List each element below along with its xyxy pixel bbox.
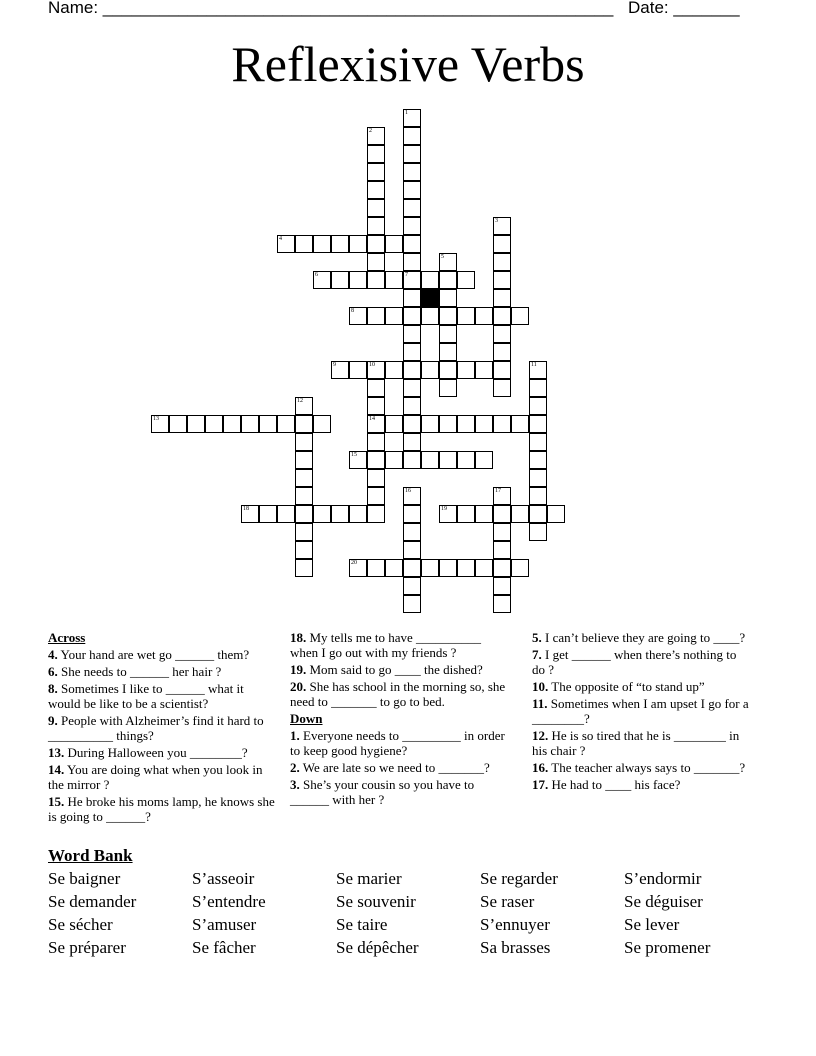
grid-cell[interactable]: [457, 361, 475, 379]
grid-cell[interactable]: [367, 253, 385, 271]
grid-cell[interactable]: [403, 415, 421, 433]
clues-column-3: [532, 630, 752, 794]
grid-cell[interactable]: [457, 559, 475, 577]
grid-cell[interactable]: [295, 487, 313, 505]
grid-cell[interactable]: [439, 451, 457, 469]
grid-cell[interactable]: [403, 289, 421, 307]
clue-text: Sometimes when I am upset I go for a ________?: [532, 696, 749, 726]
grid-cell[interactable]: [439, 361, 457, 379]
grid-cell[interactable]: [529, 361, 547, 379]
grid-cell[interactable]: [367, 469, 385, 487]
grid-cell[interactable]: [493, 523, 511, 541]
clue-number: 15: [351, 452, 357, 458]
clue-text: He broke his moms lamp, he knows she is going to ______?: [48, 794, 275, 824]
grid-cell[interactable]: [349, 361, 367, 379]
grid-cell[interactable]: [439, 415, 457, 433]
grid-cell[interactable]: [529, 451, 547, 469]
grid-cell[interactable]: [403, 487, 421, 505]
clue: [532, 760, 752, 775]
grid-cell[interactable]: [439, 559, 457, 577]
word-bank-item: Se préparer: [48, 938, 126, 957]
grid-cell[interactable]: [313, 235, 331, 253]
clue-num: 6.: [48, 664, 58, 679]
clue-text: She has school in the morning so, she need to _______ to go to bed.: [290, 679, 506, 709]
grid-cell[interactable]: [439, 505, 457, 523]
clue: [290, 662, 512, 677]
grid-cell[interactable]: [277, 415, 295, 433]
clue-number: 16: [405, 488, 411, 494]
grid-cell[interactable]: [493, 289, 511, 307]
grid-cell[interactable]: [511, 559, 529, 577]
word-bank-item: S’amuser: [192, 915, 257, 934]
grid-cell[interactable]: [385, 361, 403, 379]
clue-num: 18.: [290, 630, 307, 645]
clues-column-2: [290, 630, 512, 809]
grid-cell[interactable]: [313, 415, 331, 433]
clue-number: 10: [369, 362, 375, 368]
grid-cell[interactable]: [331, 505, 349, 523]
grid-cell[interactable]: [403, 397, 421, 415]
black-square: [421, 289, 439, 307]
word-bank-item: Se raser: [480, 892, 535, 911]
clue-num: 7.: [532, 647, 542, 662]
grid-cell[interactable]: [457, 415, 475, 433]
grid-cell[interactable]: [403, 199, 421, 217]
grid-cell[interactable]: [331, 235, 349, 253]
clue: [48, 681, 276, 711]
grid-cell[interactable]: [385, 559, 403, 577]
word-bank-item: S’endormir: [624, 869, 702, 888]
clue-number: 20: [351, 560, 357, 566]
grid-cell[interactable]: [367, 433, 385, 451]
clue: [290, 630, 512, 660]
grid-cell[interactable]: [241, 505, 259, 523]
grid-cell[interactable]: [439, 343, 457, 361]
grid-cell[interactable]: [493, 541, 511, 559]
grid-cell[interactable]: [403, 523, 421, 541]
grid-cell[interactable]: [457, 451, 475, 469]
clue-text: You are doing what when you look in the mirror ?: [48, 762, 263, 792]
grid-cell[interactable]: [403, 361, 421, 379]
grid-cell[interactable]: [331, 361, 349, 379]
grid-cell[interactable]: [493, 307, 511, 325]
grid-cell[interactable]: [511, 415, 529, 433]
clue-number: 13: [153, 416, 159, 422]
grid-cell[interactable]: [367, 235, 385, 253]
grid-cell[interactable]: [457, 505, 475, 523]
grid-cell[interactable]: [403, 181, 421, 199]
clue-num: 4.: [48, 647, 58, 662]
grid-cell[interactable]: [529, 379, 547, 397]
clue-number: 9: [333, 362, 336, 368]
grid-cell[interactable]: [403, 325, 421, 343]
word-bank-item: Se marier: [336, 869, 402, 888]
clue-number: 1: [405, 110, 408, 116]
word-bank-column: [192, 868, 336, 960]
grid-cell[interactable]: [403, 343, 421, 361]
grid-cell[interactable]: [403, 307, 421, 325]
grid-cell[interactable]: [367, 307, 385, 325]
grid-cell[interactable]: [295, 415, 313, 433]
page-title: Reflexisive Verbs: [231, 36, 585, 92]
grid-cell[interactable]: [511, 505, 529, 523]
grid-cell[interactable]: [295, 397, 313, 415]
clue-number: 12: [297, 398, 303, 404]
clue-num: 17.: [532, 777, 549, 792]
grid-cell[interactable]: [403, 109, 421, 127]
clue-text: I can’t believe they are going to ____?: [541, 630, 746, 645]
word-bank-item: S’entendre: [192, 892, 266, 911]
grid-cell[interactable]: [493, 325, 511, 343]
clue-num: 10.: [532, 679, 549, 694]
grid-cell[interactable]: [277, 505, 295, 523]
grid-cell[interactable]: [439, 379, 457, 397]
grid-cell[interactable]: [367, 181, 385, 199]
grid-cell[interactable]: [493, 253, 511, 271]
clue-num: 1.: [290, 728, 300, 743]
clue-text: During Halloween you ________?: [64, 745, 248, 760]
grid-cell[interactable]: [511, 307, 529, 325]
grid-cell[interactable]: [367, 487, 385, 505]
clue-num: 12.: [532, 728, 549, 743]
clue-text: She needs to ______ her hair ?: [57, 664, 222, 679]
clue-number: 18: [243, 506, 249, 512]
grid-cell[interactable]: [493, 505, 511, 523]
clue: [48, 647, 276, 662]
grid-cell[interactable]: [187, 415, 205, 433]
clues-column-1: [48, 630, 276, 826]
grid-cell[interactable]: [367, 559, 385, 577]
grid-cell[interactable]: [421, 361, 439, 379]
name-field[interactable]: Name: ______________________________________________________: [48, 0, 614, 17]
grid-cell[interactable]: [367, 271, 385, 289]
grid-cell[interactable]: [421, 559, 439, 577]
grid-cell[interactable]: [439, 325, 457, 343]
clue-num: 15.: [48, 794, 65, 809]
word-bank-title: Word Bank: [48, 846, 133, 865]
clue: [48, 713, 276, 743]
clue-num: 16.: [532, 760, 549, 775]
grid-cell[interactable]: [259, 505, 277, 523]
grid-cell[interactable]: [493, 415, 511, 433]
clue-number: 19: [441, 506, 447, 512]
clue-num: 3.: [290, 777, 300, 792]
grid-cell[interactable]: [385, 307, 403, 325]
clue: [290, 679, 512, 709]
date-field[interactable]: Date: _______: [628, 0, 740, 17]
clue-num: 5.: [532, 630, 542, 645]
word-bank-item: Se baigner: [48, 869, 121, 888]
grid-cell[interactable]: [529, 469, 547, 487]
grid-cell[interactable]: [547, 505, 565, 523]
grid-cell[interactable]: [493, 577, 511, 595]
clue-num: 14.: [48, 762, 65, 777]
grid-cell[interactable]: [349, 451, 367, 469]
grid-cell[interactable]: [493, 559, 511, 577]
clue-number: 14: [369, 416, 375, 422]
grid-cell[interactable]: [493, 379, 511, 397]
clue: [48, 745, 276, 760]
grid-cell[interactable]: [493, 235, 511, 253]
grid-cell[interactable]: [367, 379, 385, 397]
clue-number: 6: [315, 272, 318, 278]
grid-cell[interactable]: [295, 451, 313, 469]
word-bank-item: S’asseoir: [192, 869, 255, 888]
clue: [532, 630, 752, 645]
grid-cell[interactable]: [313, 505, 331, 523]
clue-num: 2.: [290, 760, 300, 775]
clue-num: 11.: [532, 696, 548, 711]
clue: [48, 762, 276, 792]
grid-cell[interactable]: [367, 505, 385, 523]
clue: [48, 794, 276, 824]
grid-cell[interactable]: [475, 559, 493, 577]
grid-cell[interactable]: [529, 433, 547, 451]
grid-cell[interactable]: [259, 415, 277, 433]
word-bank-item: Se déguiser: [624, 892, 703, 911]
clue-text: We are late so we need to _______?: [299, 760, 490, 775]
clue-text: He had to ____ his face?: [548, 777, 681, 792]
grid-cell[interactable]: [295, 505, 313, 523]
grid-cell[interactable]: [349, 307, 367, 325]
grid-cell[interactable]: [439, 289, 457, 307]
grid-cell[interactable]: [403, 595, 421, 613]
word-bank-item: Se lever: [624, 915, 680, 934]
clue-num: 13.: [48, 745, 65, 760]
grid-cell[interactable]: [403, 505, 421, 523]
grid-cell[interactable]: [529, 415, 547, 433]
word-bank-item: Se souvenir: [336, 892, 416, 911]
grid-cell[interactable]: [403, 271, 421, 289]
grid-cell[interactable]: [493, 271, 511, 289]
clue-text: My tells me to have __________ when I go out with my friends ?: [290, 630, 482, 660]
grid-cell[interactable]: [439, 307, 457, 325]
grid-cell[interactable]: [493, 595, 511, 613]
clue: [48, 664, 276, 679]
grid-cell[interactable]: [529, 397, 547, 415]
grid-cell[interactable]: [403, 127, 421, 145]
grid-cell[interactable]: [277, 235, 295, 253]
word-bank-column: [624, 868, 768, 960]
grid-cell[interactable]: [295, 559, 313, 577]
clue-text: The opposite of “to stand up”: [548, 679, 705, 694]
grid-cell[interactable]: [403, 217, 421, 235]
grid-cell[interactable]: [421, 451, 439, 469]
grid-cell[interactable]: [295, 541, 313, 559]
clue: [532, 679, 752, 694]
clue-text: Sometimes I like to ______ what it would be like to be a scientist?: [48, 681, 244, 711]
grid-cell[interactable]: [331, 271, 349, 289]
clue: [532, 728, 752, 758]
grid-cell[interactable]: [457, 307, 475, 325]
grid-cell[interactable]: [403, 559, 421, 577]
grid-cell[interactable]: [439, 271, 457, 289]
grid-cell[interactable]: [475, 451, 493, 469]
word-bank-column: [480, 868, 624, 960]
grid-cell[interactable]: [367, 397, 385, 415]
grid-cell[interactable]: [295, 523, 313, 541]
word-bank-item: S’ennuyer: [480, 915, 550, 934]
grid-cell[interactable]: [403, 379, 421, 397]
clue-num: 19.: [290, 662, 307, 677]
grid-cell[interactable]: [367, 361, 385, 379]
clue-number: 8: [351, 308, 354, 314]
grid-cell[interactable]: [367, 415, 385, 433]
grid-cell[interactable]: [205, 415, 223, 433]
clue-number: 17: [495, 488, 501, 494]
grid-cell[interactable]: [367, 127, 385, 145]
grid-cell[interactable]: [403, 541, 421, 559]
grid-cell[interactable]: [349, 271, 367, 289]
grid-cell[interactable]: [439, 253, 457, 271]
grid-cell[interactable]: [385, 235, 403, 253]
word-bank-item: Se demander: [48, 892, 137, 911]
grid-cell[interactable]: [475, 361, 493, 379]
grid-cell[interactable]: [403, 163, 421, 181]
grid-cell[interactable]: [529, 505, 547, 523]
grid-cell[interactable]: [295, 433, 313, 451]
grid-cell[interactable]: [475, 505, 493, 523]
clue: [290, 728, 512, 758]
clue-number: 4: [279, 236, 282, 242]
grid-cell[interactable]: [223, 415, 241, 433]
grid-cell[interactable]: [403, 451, 421, 469]
grid-cell[interactable]: [421, 307, 439, 325]
word-bank-column: [48, 868, 192, 960]
clue-num: 20.: [290, 679, 307, 694]
grid-cell[interactable]: [349, 505, 367, 523]
grid-cell[interactable]: [169, 415, 187, 433]
grid-cell[interactable]: [151, 415, 169, 433]
grid-cell[interactable]: [493, 487, 511, 505]
grid-cell[interactable]: [295, 469, 313, 487]
clue-text: Mom said to go ____ the dished?: [306, 662, 483, 677]
clue-number: 11: [531, 362, 537, 368]
header: [48, 0, 768, 20]
grid-cell[interactable]: [385, 415, 403, 433]
clue: [532, 647, 752, 677]
grid-cell[interactable]: [367, 451, 385, 469]
grid-cell[interactable]: [493, 217, 511, 235]
clue-number: 3: [495, 218, 498, 224]
grid-cell[interactable]: [367, 217, 385, 235]
clue-num: 9.: [48, 713, 58, 728]
grid-cell[interactable]: [403, 235, 421, 253]
grid-cell[interactable]: [457, 271, 475, 289]
grid-cell[interactable]: [241, 415, 259, 433]
grid-cell[interactable]: [313, 271, 331, 289]
word-bank-item: Se fâcher: [192, 938, 256, 957]
grid-cell[interactable]: [475, 307, 493, 325]
grid-cell[interactable]: [367, 199, 385, 217]
grid-cell[interactable]: [493, 343, 511, 361]
grid-cell[interactable]: [475, 415, 493, 433]
word-bank-item: Se promener: [624, 938, 711, 957]
word-bank-item: Se dépêcher: [336, 938, 419, 957]
grid-cell[interactable]: [367, 163, 385, 181]
word-bank-item: Se taire: [336, 915, 388, 934]
grid-cell[interactable]: [403, 433, 421, 451]
down-heading: Down: [290, 711, 323, 726]
clue-number: 2: [369, 128, 372, 134]
grid-cell[interactable]: [385, 271, 403, 289]
clue-text: People with Alzheimer’s find it hard to __________ things?: [48, 713, 264, 743]
clue-num: 8.: [48, 681, 58, 696]
grid-cell[interactable]: [403, 577, 421, 595]
grid-cell[interactable]: [421, 415, 439, 433]
clue: [532, 777, 752, 792]
grid-cell[interactable]: [403, 253, 421, 271]
clue-text: He is so tired that he is ________ in his chair ?: [532, 728, 740, 758]
grid-cell[interactable]: [349, 559, 367, 577]
grid-cell[interactable]: [367, 145, 385, 163]
clue-number: 7: [405, 272, 408, 278]
clue: [290, 777, 512, 807]
word-bank-item: Sa brasses: [480, 938, 551, 957]
clue: [290, 760, 512, 775]
grid-cell[interactable]: [421, 271, 439, 289]
grid-cell[interactable]: [403, 145, 421, 163]
clue-number: 5: [441, 254, 444, 260]
grid-cell[interactable]: [349, 235, 367, 253]
grid-cell[interactable]: [529, 523, 547, 541]
across-heading: Across: [48, 630, 86, 645]
clue-text: The teacher always says to _______?: [548, 760, 746, 775]
grid-cell[interactable]: [493, 361, 511, 379]
grid-cell[interactable]: [529, 487, 547, 505]
grid-cell[interactable]: [295, 235, 313, 253]
clue-text: She’s your cousin so you have to ______ with her ?: [290, 777, 475, 807]
word-bank-item: Se regarder: [480, 869, 558, 888]
clue: [532, 696, 752, 726]
clue-text: Your hand are wet go ______ them?: [57, 647, 250, 662]
clue-text: Everyone needs to _________ in order to keep good hygiene?: [290, 728, 505, 758]
word-bank-item: Se sécher: [48, 915, 113, 934]
word-bank-column: [336, 868, 480, 960]
grid-cell[interactable]: [385, 451, 403, 469]
clue-text: I get ______ when there’s nothing to do ?: [532, 647, 737, 677]
